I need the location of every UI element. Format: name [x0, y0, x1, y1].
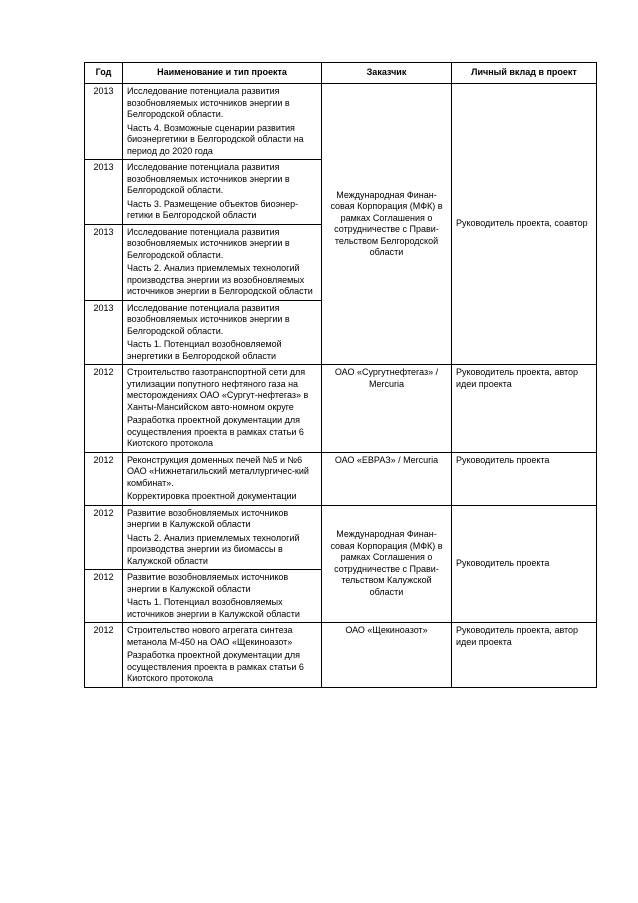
project-part: Разработка проектной документации для осуществления проекта в рамках статьи 6 Киотского протокола: [127, 415, 304, 448]
header-contribution: Личный вклад в проект: [452, 63, 597, 84]
project-title: Развитие возобновляемых источников энергии в Калужской области: [127, 572, 289, 594]
header-name: Наименование и тип проекта: [123, 63, 322, 84]
row-year: 2013: [85, 84, 123, 160]
project-part: Часть 1. Потенциал возобновляемой энергетики в Белгородской области: [127, 339, 282, 361]
project-part: Часть 2. Анализ приемлемых технологий производства энергии из биомассы в Калужской области: [127, 532, 300, 566]
contribution-cell: Руководитель проекта, автор идеи проекта: [452, 623, 597, 688]
project-title: Исследование потенциала развития возобновляемых источников энергии в Белгородской области.: [127, 162, 290, 195]
row-year: 2012: [85, 570, 123, 623]
project-part: Часть 3. Размещение объектов биоэнер-гетики в Белгородской области: [127, 198, 299, 220]
row-project: [123, 623, 322, 688]
row-year: 2013: [85, 160, 123, 225]
header-year: Год: [85, 63, 123, 84]
project-title: Строительство газотранспортной сети для утилизации попутного нефтяного газа на месторождениях ОАО «Сургут-нефтегаз» в Ханты-Мансийском авто-номном округе: [127, 367, 309, 412]
row-project: [123, 365, 322, 453]
row-year: 2012: [85, 623, 123, 688]
row-year: 2012: [85, 365, 123, 453]
contribution-cell: Руководитель проекта, автор идеи проекта: [452, 365, 597, 453]
table-row: [85, 365, 597, 453]
project-title: Развитие возобновляемых источников энергии в Калужской области: [127, 507, 289, 529]
row-project: [123, 452, 322, 505]
row-project: [123, 160, 322, 225]
table-row: [85, 505, 597, 570]
header-customer: Заказчик: [322, 63, 452, 84]
row-project: [123, 300, 322, 365]
contribution-cell: Руководитель проекта, соавтор: [452, 84, 597, 365]
project-part: Часть 1. Потенциал возобновляемых источников энергии в Калужской области: [127, 597, 300, 619]
table-header-row: [85, 63, 597, 84]
table-row: [85, 623, 597, 688]
projects-table: [84, 62, 597, 688]
row-year: 2013: [85, 300, 123, 365]
row-project: [123, 570, 322, 623]
project-title: Исследование потенциала развития возобновляемых источников энергии в Белгородской области.: [127, 226, 290, 260]
row-year: 2012: [85, 452, 123, 505]
customer-cell: Международная Финан-совая Корпорация (МФК) в рамках Соглашения о сотрудничестве с Прави-тельством Калужской области: [322, 505, 452, 623]
project-part: Часть 2. Анализ приемлемых технологий производства энергии из возобновляемых источников энергии в Белгородской области: [127, 263, 313, 296]
table-row: [85, 84, 597, 160]
customer-cell: ОАО «Сургутнефтегаз» / Mercuria: [322, 365, 452, 453]
customer-cell: ОАО «Щекиноазот»: [322, 623, 452, 688]
table-row: [85, 452, 597, 505]
row-project: [123, 224, 322, 300]
customer-cell: ОАО «ЕВРАЗ» / Mercuria: [322, 452, 452, 505]
customer-cell: Международная Финан-совая Корпорация (МФК) в рамках Соглашения о сотрудничестве с Прави-тельством Белгородской области: [322, 84, 452, 365]
contribution-cell: Руководитель проекта: [452, 452, 597, 505]
contribution-cell: Руководитель проекта: [452, 505, 597, 623]
row-year: 2012: [85, 505, 123, 570]
project-title: Исследование потенциала развития возобновляемых источников энергии в Белгородской области.: [127, 302, 290, 336]
project-part: Корректировка проектной документации: [127, 491, 297, 501]
project-title: Строительство нового агрегата синтеза метанола М-450 на ОАО «Щекиноазот»: [127, 625, 293, 647]
row-project: [123, 505, 322, 570]
project-title: Реконструкция доменных печей №5 и №6 ОАО «Нижнетагильский металлургичес-кий комбинат».: [127, 454, 309, 488]
project-title: Исследование потенциала развития возобновляемых источников энергии в Белгородской области.: [127, 86, 290, 119]
project-part: Часть 4. Возможные сценарии развития биоэнергетики в Белгородской области на период до 2020 года: [127, 122, 304, 156]
row-year: 2013: [85, 224, 123, 300]
row-project: [123, 84, 322, 160]
project-part: Разработка проектной документации для осуществления проекта в рамках статьи 6 Киотского протокола: [127, 650, 304, 683]
